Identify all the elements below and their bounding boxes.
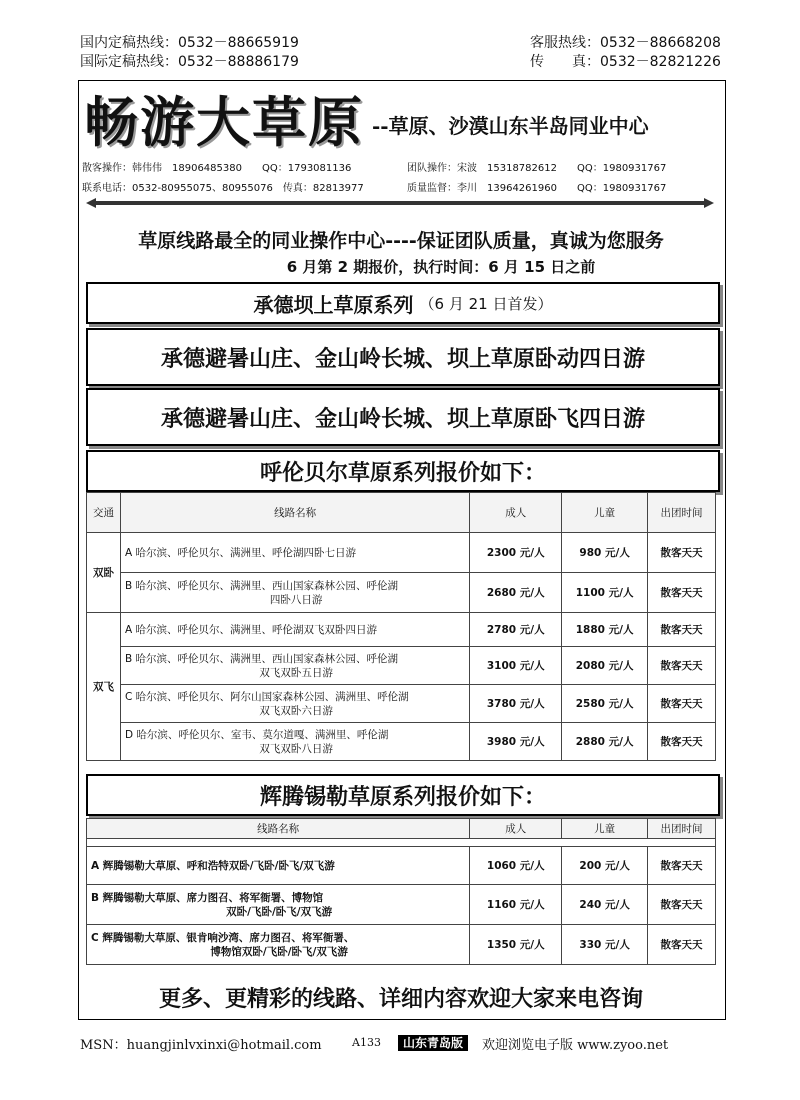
chengde-series-title: 承德坝上草原系列 [253,292,414,317]
header-departure: 出团时间 [648,819,716,839]
route-text-2: 双飞双卧八日游 [259,742,333,755]
contact-row1-left: 散客操作：韩伟伟 18906485380 QQ：1793081136 [82,163,352,174]
banner-slogan: 草原线路最全的同业操作中心----保证团队质量，真诚为您服务 [138,230,664,252]
adult-price: 2300 元/人 [470,533,562,573]
table-header-row [87,819,716,839]
group-double-sleeper: 双卧 [87,533,121,613]
service-hotline: 客服热线：0532－88668208 [530,35,721,51]
route-text: A 辉腾锡勒大草原、呼和浩特双卧/飞卧/卧飞/双飞游 [91,859,335,872]
contact-row2-left: 联系电话：0532-80955075、80955076 传真：82813977 [82,183,364,194]
departure: 散客天天 [648,533,716,573]
table-row [87,533,716,573]
route-cell [120,533,469,573]
spacer-row [87,839,716,847]
header-adult: 成人 [470,493,562,533]
adult-price: 2780 元/人 [470,613,562,647]
header-child: 儿童 [562,493,648,533]
route-cell [120,723,469,761]
chengde-trip-2-label: 承德避暑山庄、金山岭长城、坝上草原卧飞四日游 [160,406,645,432]
route-text-2: 博物馆双卧/飞卧/卧飞/双飞游 [210,945,348,958]
route-text: B 辉腾锡勒大草原、席力图召、将军衙署、博物馆 [91,891,324,904]
adult-price: 2680 元/人 [470,573,562,613]
group-double-fly: 双飞 [87,613,121,761]
adult-price: 3100 元/人 [470,647,562,685]
child-price: 240 元/人 [562,885,648,925]
table-row [87,573,716,613]
route-cell [87,847,470,885]
xilingol-title [86,774,720,816]
table-row [87,647,716,685]
header-transport: 交通 [87,493,121,533]
banner-period: 6 月第 2 期报价，执行时间：6 月 15 日之前 [286,258,596,276]
hulunbuir-price-table [86,492,716,761]
xilingol-title-label: 辉腾锡勒草原系列报价如下： [259,784,546,810]
header-departure: 出团时间 [648,493,716,533]
route-text-2: 双飞双卧六日游 [259,704,333,717]
table-row [87,885,716,925]
route-text: C 哈尔滨、呼伦贝尔、阿尔山国家森林公园、满洲里、呼伦湖 [124,690,409,703]
table-row [87,847,716,885]
international-hotline: 国际定稿热线：0532－88886179 [80,54,299,70]
child-price: 200 元/人 [562,847,648,885]
departure: 散客天天 [648,885,716,925]
child-price: 2580 元/人 [562,685,648,723]
header-route: 线路名称 [120,493,469,533]
adult-price: 1160 元/人 [470,885,562,925]
closing-message: 更多、更精彩的线路、详细内容欢迎大家来电咨询 [158,987,643,1012]
edition-badge-label: 山东青岛版 [398,1035,468,1051]
chengde-series-note: （6 月 21 日首发） [419,294,553,313]
hulunbuir-title [86,450,720,492]
departure: 散客天天 [648,925,716,965]
departure: 散客天天 [648,573,716,613]
route-cell [87,885,470,925]
brand-slogan: --草原、沙漠山东半岛同业中心 [372,114,649,138]
web-link[interactable]: 欢迎浏览电子版 www.zyoo.net [482,1038,669,1053]
route-text-2: 双飞双卧五日游 [259,666,333,679]
domestic-hotline: 国内定稿热线：0532－88665919 [80,35,299,51]
child-price: 1880 元/人 [562,613,648,647]
route-cell [120,573,469,613]
departure: 散客天天 [648,647,716,685]
route-text: A 哈尔滨、呼伦贝尔、满洲里、呼伦湖四卧七日游 [124,546,356,559]
page-number: A133 [352,1036,381,1049]
table-header-row [87,493,716,533]
route-text: B 哈尔滨、呼伦贝尔、满洲里、西山国家森林公园、呼伦湖 [124,652,398,665]
header-child: 儿童 [562,819,648,839]
brand-title: 畅游大草原 [84,90,364,154]
route-cell [120,613,469,647]
route-text: C 辉腾锡勒大草原、银肯响沙湾、席力图召、将军衙署、 [91,931,355,944]
route-text: D 哈尔滨、呼伦贝尔、室韦、莫尔道嘎、满洲里、呼伦湖 [124,728,389,741]
route-text-2: 双卧/飞卧/卧飞/双飞游 [226,905,333,918]
child-price: 1100 元/人 [562,573,648,613]
child-price: 980 元/人 [562,533,648,573]
fax-number: 传 真：0532－82821226 [530,54,721,70]
chengde-series-header [86,282,720,324]
route-text-2: 四卧八日游 [269,593,323,606]
edition-badge [398,1032,468,1051]
chengde-trip-1-label: 承德避暑山庄、金山岭长城、坝上草原卧动四日游 [160,346,645,372]
route-text: B 哈尔滨、呼伦贝尔、满洲里、西山国家森林公园、呼伦湖 [124,579,398,592]
departure: 散客天天 [648,723,716,761]
child-price: 2080 元/人 [562,647,648,685]
adult-price: 3780 元/人 [470,685,562,723]
xilingol-price-table [86,818,716,965]
departure: 散客天天 [648,613,716,647]
hulunbuir-title-label: 呼伦贝尔草原系列报价如下： [259,460,546,486]
divider-arrow [86,198,714,208]
child-price: 330 元/人 [562,925,648,965]
child-price: 2880 元/人 [562,723,648,761]
adult-price: 1060 元/人 [470,847,562,885]
contact-row1-right: 团队操作：宋波 15318782612 QQ：1980931767 [407,163,667,174]
departure: 散客天天 [648,847,716,885]
adult-price: 1350 元/人 [470,925,562,965]
header-route: 线路名称 [87,819,470,839]
route-cell [87,925,470,965]
departure: 散客天天 [648,685,716,723]
chengde-trip-2 [86,388,720,446]
adult-price: 3980 元/人 [470,723,562,761]
route-cell [120,685,469,723]
table-row [87,685,716,723]
chengde-trip-1 [86,328,720,386]
msn-contact: MSN：huangjinlvxinxi@hotmail.com [80,1038,322,1053]
contact-row2-right: 质量监督：李川 13964261960 QQ：1980931767 [407,183,667,194]
route-text: A 哈尔滨、呼伦贝尔、满洲里、呼伦湖双飞双卧四日游 [124,623,377,636]
header-adult: 成人 [470,819,562,839]
route-cell [120,647,469,685]
table-row [87,925,716,965]
table-row [87,723,716,761]
table-row [87,613,716,647]
